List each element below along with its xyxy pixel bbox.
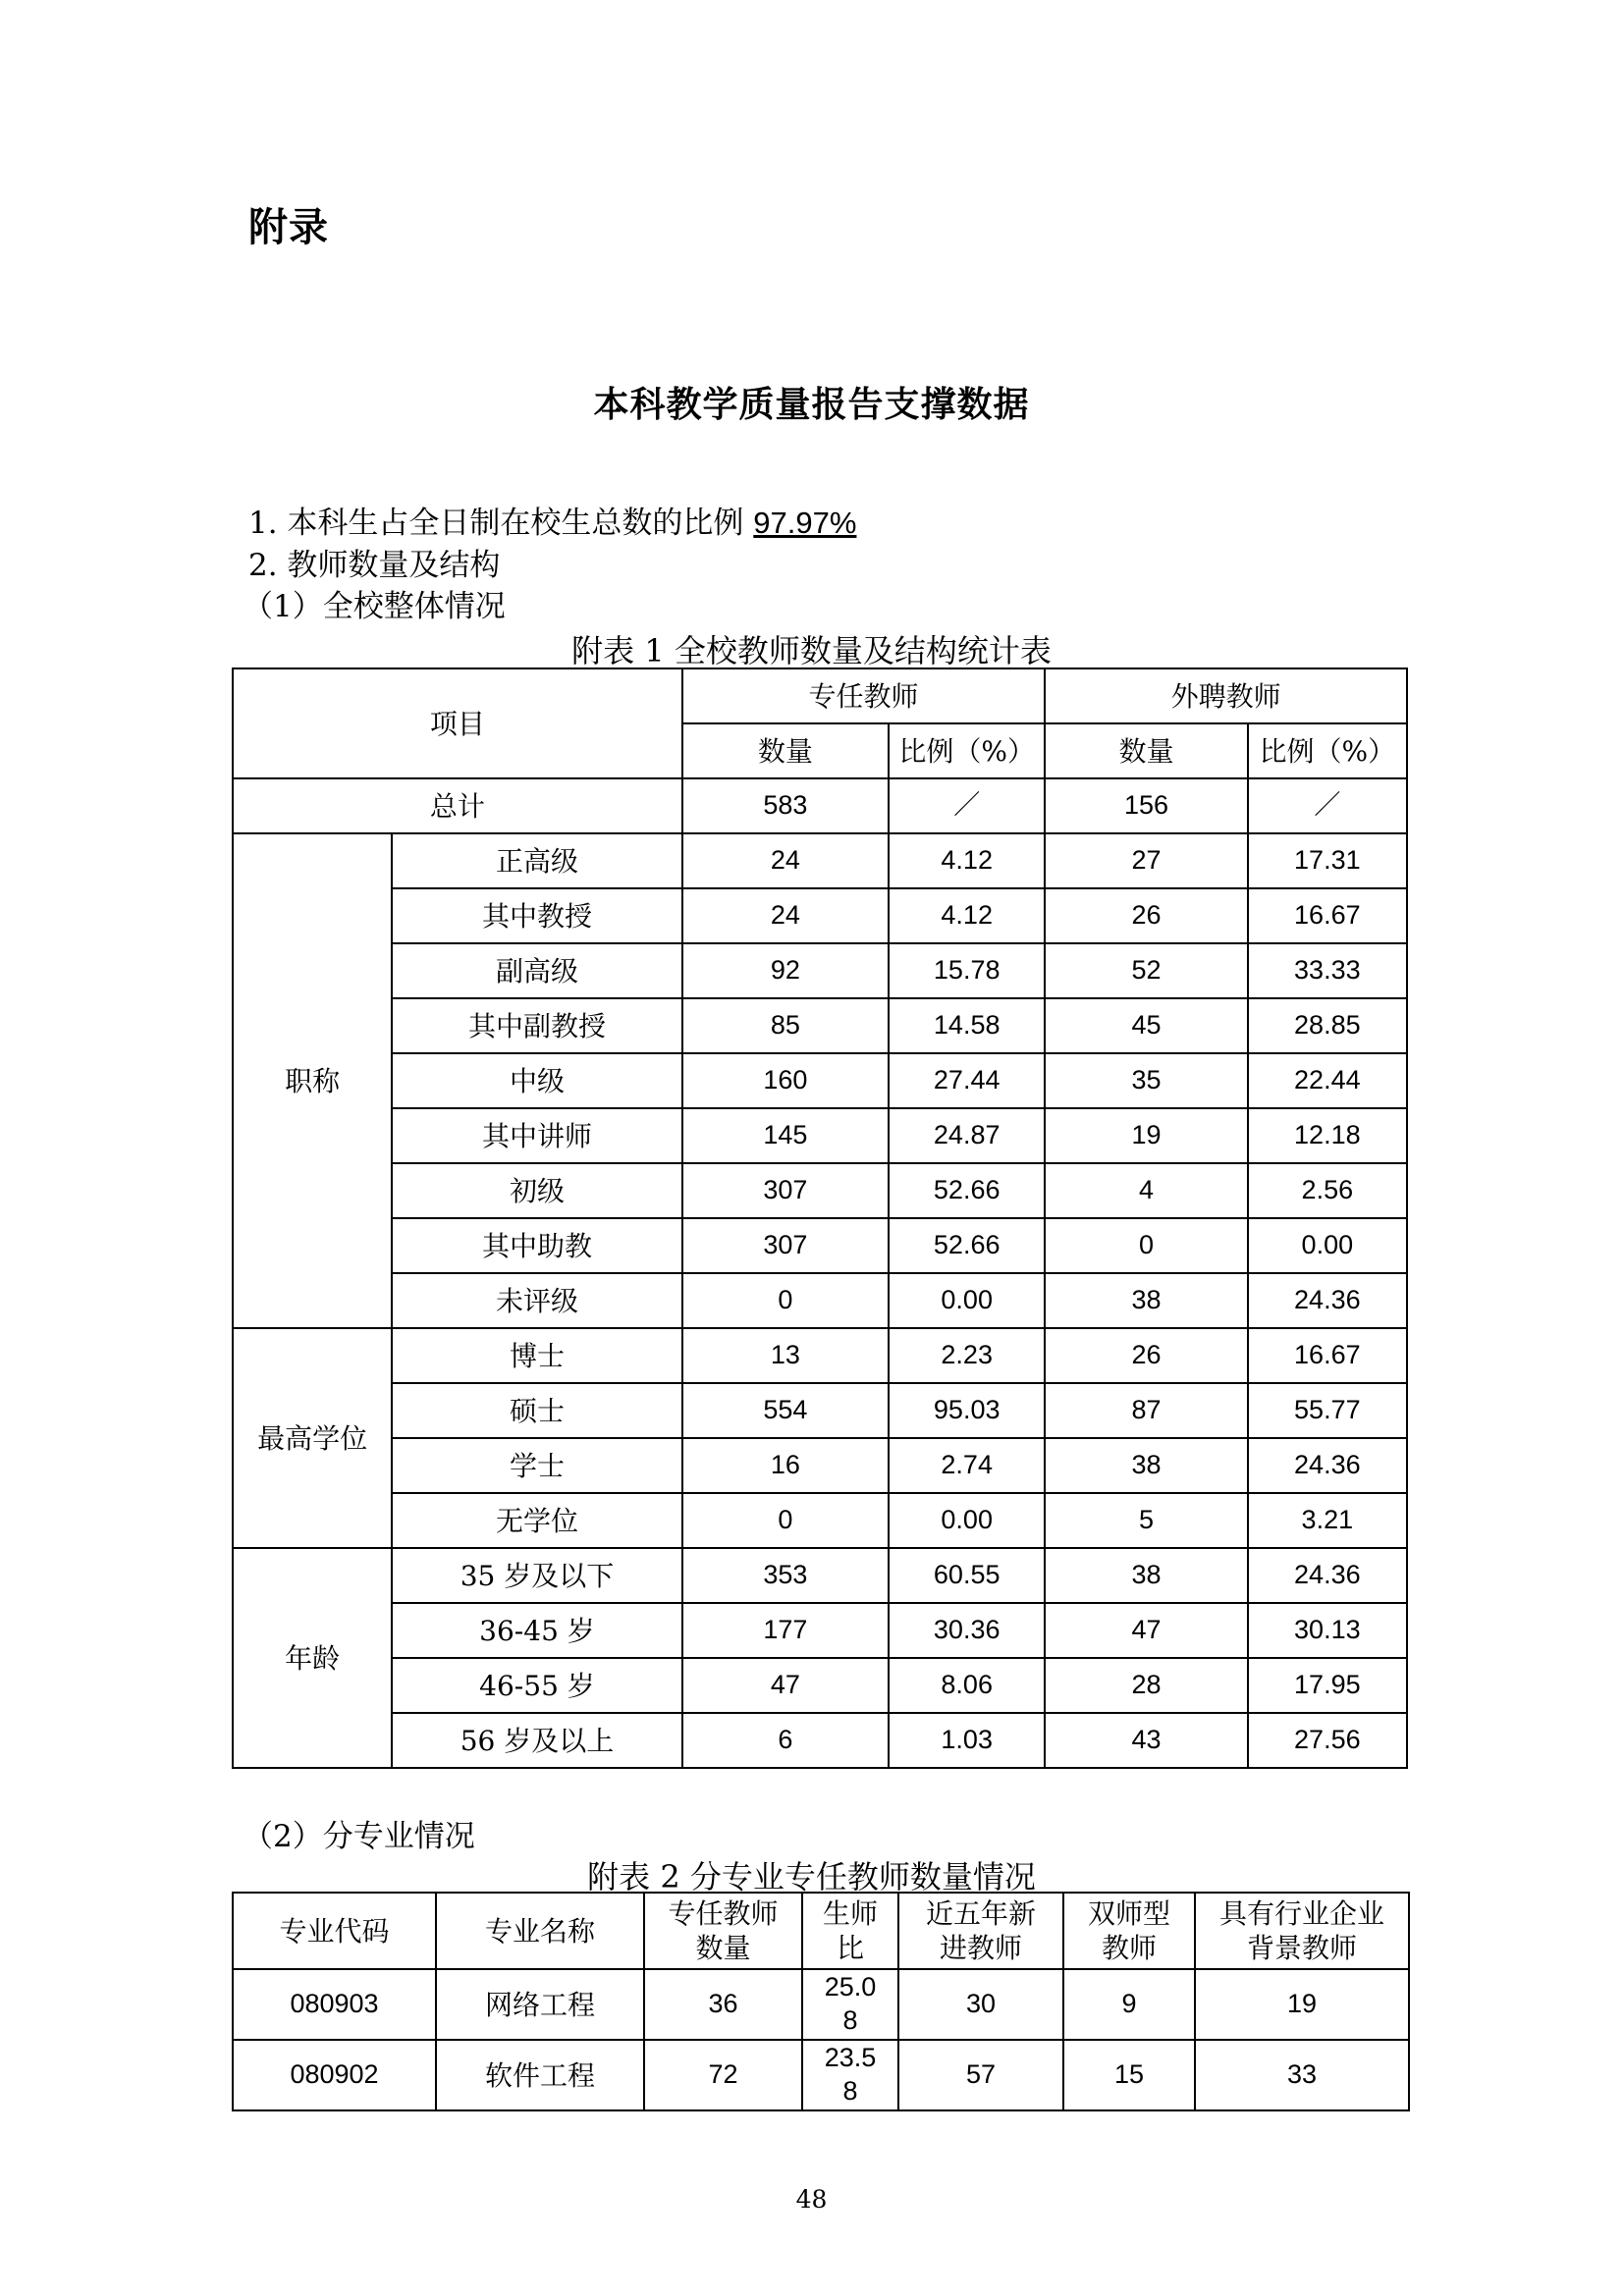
table-cell: 28.85	[1248, 998, 1407, 1053]
appendix-heading: 附录	[248, 205, 329, 250]
table-cell: 080902	[233, 2040, 436, 2110]
table-row	[233, 1383, 1407, 1438]
table-cell: 9	[1063, 1969, 1195, 2040]
table-row	[233, 1658, 1407, 1713]
table-row	[233, 1108, 1407, 1163]
table-cell: 26	[1045, 1328, 1247, 1383]
table-cell: 92	[682, 943, 889, 998]
table-cell: 17.95	[1248, 1658, 1407, 1713]
table-cell: 145	[682, 1108, 889, 1163]
table-cell: 87	[1045, 1383, 1247, 1438]
table-cell: 6	[682, 1713, 889, 1768]
item-2: 2. 教师数量及结构	[248, 548, 501, 583]
table-cell: 72	[644, 2040, 802, 2110]
row-label: 46-55 岁	[392, 1658, 681, 1713]
table-cell: 8.06	[889, 1658, 1045, 1713]
table-cell: 27.56	[1248, 1713, 1407, 1768]
table-cell: 27	[1045, 833, 1247, 888]
table-cell: 0.00	[889, 1273, 1045, 1328]
table-cell: 47	[682, 1658, 889, 1713]
table-cell: 28	[1045, 1658, 1247, 1713]
header-external-count: 数量	[1045, 723, 1247, 778]
table-cell: 16	[682, 1438, 889, 1493]
table-cell: 19	[1045, 1108, 1247, 1163]
table-cell: 23.5 8	[802, 2040, 898, 2110]
table-cell: 4.12	[889, 888, 1045, 943]
table-row	[233, 1053, 1407, 1108]
table-cell: 24.36	[1248, 1438, 1407, 1493]
table-cell: 19	[1195, 1969, 1409, 2040]
table-cell: 45	[1045, 998, 1247, 1053]
table-cell: 25.0 8	[802, 1969, 898, 2040]
table-2-header: 双师型 教师	[1063, 1893, 1195, 1969]
header-external-teachers: 外聘教师	[1045, 668, 1407, 723]
row-label: 其中助教	[392, 1218, 681, 1273]
table-cell: 17.31	[1248, 833, 1407, 888]
table-cell: 网络工程	[436, 1969, 644, 2040]
table-cell: 52.66	[889, 1163, 1045, 1218]
table-cell: 14.58	[889, 998, 1045, 1053]
table-cell: 4.12	[889, 833, 1045, 888]
total-row	[233, 778, 1407, 833]
row-label: 其中讲师	[392, 1108, 681, 1163]
row-label: 未评级	[392, 1273, 681, 1328]
table-cell: 24	[682, 833, 889, 888]
item-1	[248, 498, 856, 542]
total-fulltime-count: 583	[682, 778, 889, 833]
table-row	[233, 943, 1407, 998]
table-cell: 080903	[233, 1969, 436, 2040]
total-external-ratio: ／	[1248, 778, 1407, 833]
table-cell: 95.03	[889, 1383, 1045, 1438]
table-row	[233, 2040, 1409, 2110]
row-label: 硕士	[392, 1383, 681, 1438]
document-title: 本科教学质量报告支撑数据	[593, 385, 1030, 425]
table-cell: 2.23	[889, 1328, 1045, 1383]
table-cell: 26	[1045, 888, 1247, 943]
table-row	[233, 1328, 1407, 1383]
major-teacher-table	[232, 1892, 1410, 2111]
header-fulltime-count: 数量	[682, 723, 889, 778]
row-label: 无学位	[392, 1493, 681, 1548]
row-label: 初级	[392, 1163, 681, 1218]
table-cell: 35	[1045, 1053, 1247, 1108]
table-cell: 16.67	[1248, 1328, 1407, 1383]
table-cell: 307	[682, 1163, 889, 1218]
row-label: 其中教授	[392, 888, 681, 943]
table-row	[233, 1969, 1409, 2040]
table-cell: 33	[1195, 2040, 1409, 2110]
table-cell: 55.77	[1248, 1383, 1407, 1438]
table-cell: 22.44	[1248, 1053, 1407, 1108]
table-cell: 38	[1045, 1273, 1247, 1328]
group-label: 最高学位	[233, 1328, 392, 1548]
table-cell: 85	[682, 998, 889, 1053]
table-cell: 软件工程	[436, 2040, 644, 2110]
table-cell: 30	[898, 1969, 1063, 2040]
table-2-caption: 附表 2 分专业专任教师数量情况	[587, 1858, 1036, 1896]
row-label: 36-45 岁	[392, 1603, 681, 1658]
table-row	[233, 1548, 1407, 1603]
table-cell: 47	[1045, 1603, 1247, 1658]
table-row	[233, 1493, 1407, 1548]
table-cell: 27.44	[889, 1053, 1045, 1108]
table-2-header: 近五年新 进教师	[898, 1893, 1063, 1969]
group-label: 年龄	[233, 1548, 392, 1768]
table-cell: 307	[682, 1218, 889, 1273]
table-cell: 0.00	[1248, 1218, 1407, 1273]
table-cell: 0	[682, 1493, 889, 1548]
table-cell: 15.78	[889, 943, 1045, 998]
table-cell: 2.74	[889, 1438, 1045, 1493]
total-label: 总计	[233, 778, 682, 833]
header-fulltime-teachers: 专任教师	[682, 668, 1046, 723]
table-1-caption: 附表 1 全校教师数量及结构统计表	[571, 632, 1052, 669]
table-cell: 2.56	[1248, 1163, 1407, 1218]
table-cell: 38	[1045, 1548, 1247, 1603]
row-label: 35 岁及以下	[392, 1548, 681, 1603]
teacher-structure-table	[232, 667, 1408, 1769]
table-row	[233, 888, 1407, 943]
table-row	[233, 998, 1407, 1053]
table-cell: 52.66	[889, 1218, 1045, 1273]
table-2-header: 生师 比	[802, 1893, 898, 1969]
table-cell: 24	[682, 888, 889, 943]
row-label: 正高级	[392, 833, 681, 888]
table-cell: 5	[1045, 1493, 1247, 1548]
page-number: 48	[795, 2185, 828, 2214]
subsection-1: （1）全校整体情况	[243, 589, 506, 624]
row-label: 56 岁及以上	[392, 1713, 681, 1768]
header-item: 项目	[233, 668, 682, 778]
table-cell: 0.00	[889, 1493, 1045, 1548]
table-cell: 52	[1045, 943, 1247, 998]
table-cell: 554	[682, 1383, 889, 1438]
table-cell: 12.18	[1248, 1108, 1407, 1163]
row-label: 其中副教授	[392, 998, 681, 1053]
table-cell: 1.03	[889, 1713, 1045, 1768]
table-cell: 60.55	[889, 1548, 1045, 1603]
header-fulltime-ratio: 比例（%）	[889, 723, 1045, 778]
table-cell: 30.13	[1248, 1603, 1407, 1658]
table-row	[233, 1603, 1407, 1658]
table-cell: 0	[682, 1273, 889, 1328]
row-label: 博士	[392, 1328, 681, 1383]
table-cell: 4	[1045, 1163, 1247, 1218]
item-1-text: 1. 本科生占全日制在校生总数的比例	[248, 506, 744, 541]
subsection-2: （2）分专业情况	[243, 1819, 475, 1854]
table-cell: 0	[1045, 1218, 1247, 1273]
table-cell: 36	[644, 1969, 802, 2040]
table-row	[233, 1273, 1407, 1328]
table-cell: 3.21	[1248, 1493, 1407, 1548]
table-cell: 33.33	[1248, 943, 1407, 998]
table-row	[233, 1218, 1407, 1273]
row-label: 学士	[392, 1438, 681, 1493]
table-row	[233, 1163, 1407, 1218]
table-cell: 13	[682, 1328, 889, 1383]
table-cell: 160	[682, 1053, 889, 1108]
row-label: 副高级	[392, 943, 681, 998]
table-cell: 38	[1045, 1438, 1247, 1493]
table-row	[233, 1713, 1407, 1768]
header-external-ratio: 比例（%）	[1248, 723, 1407, 778]
table-cell: 16.67	[1248, 888, 1407, 943]
table-2-header: 专任教师 数量	[644, 1893, 802, 1969]
table-cell: 30.36	[889, 1603, 1045, 1658]
table-cell: 24.36	[1248, 1548, 1407, 1603]
table-row	[233, 833, 1407, 888]
group-label: 职称	[233, 833, 392, 1328]
item-1-value: 97.97%	[753, 506, 857, 540]
table-2-header: 专业名称	[436, 1893, 644, 1969]
table-cell: 177	[682, 1603, 889, 1658]
total-fulltime-ratio: ／	[889, 778, 1045, 833]
table-cell: 15	[1063, 2040, 1195, 2110]
total-external-count: 156	[1045, 778, 1247, 833]
table-row	[233, 1438, 1407, 1493]
table-cell: 24.87	[889, 1108, 1045, 1163]
table-cell: 353	[682, 1548, 889, 1603]
table-2-header: 具有行业企业 背景教师	[1195, 1893, 1409, 1969]
table-2-header: 专业代码	[233, 1893, 436, 1969]
table-cell: 43	[1045, 1713, 1247, 1768]
table-cell: 57	[898, 2040, 1063, 2110]
row-label: 中级	[392, 1053, 681, 1108]
table-cell: 24.36	[1248, 1273, 1407, 1328]
